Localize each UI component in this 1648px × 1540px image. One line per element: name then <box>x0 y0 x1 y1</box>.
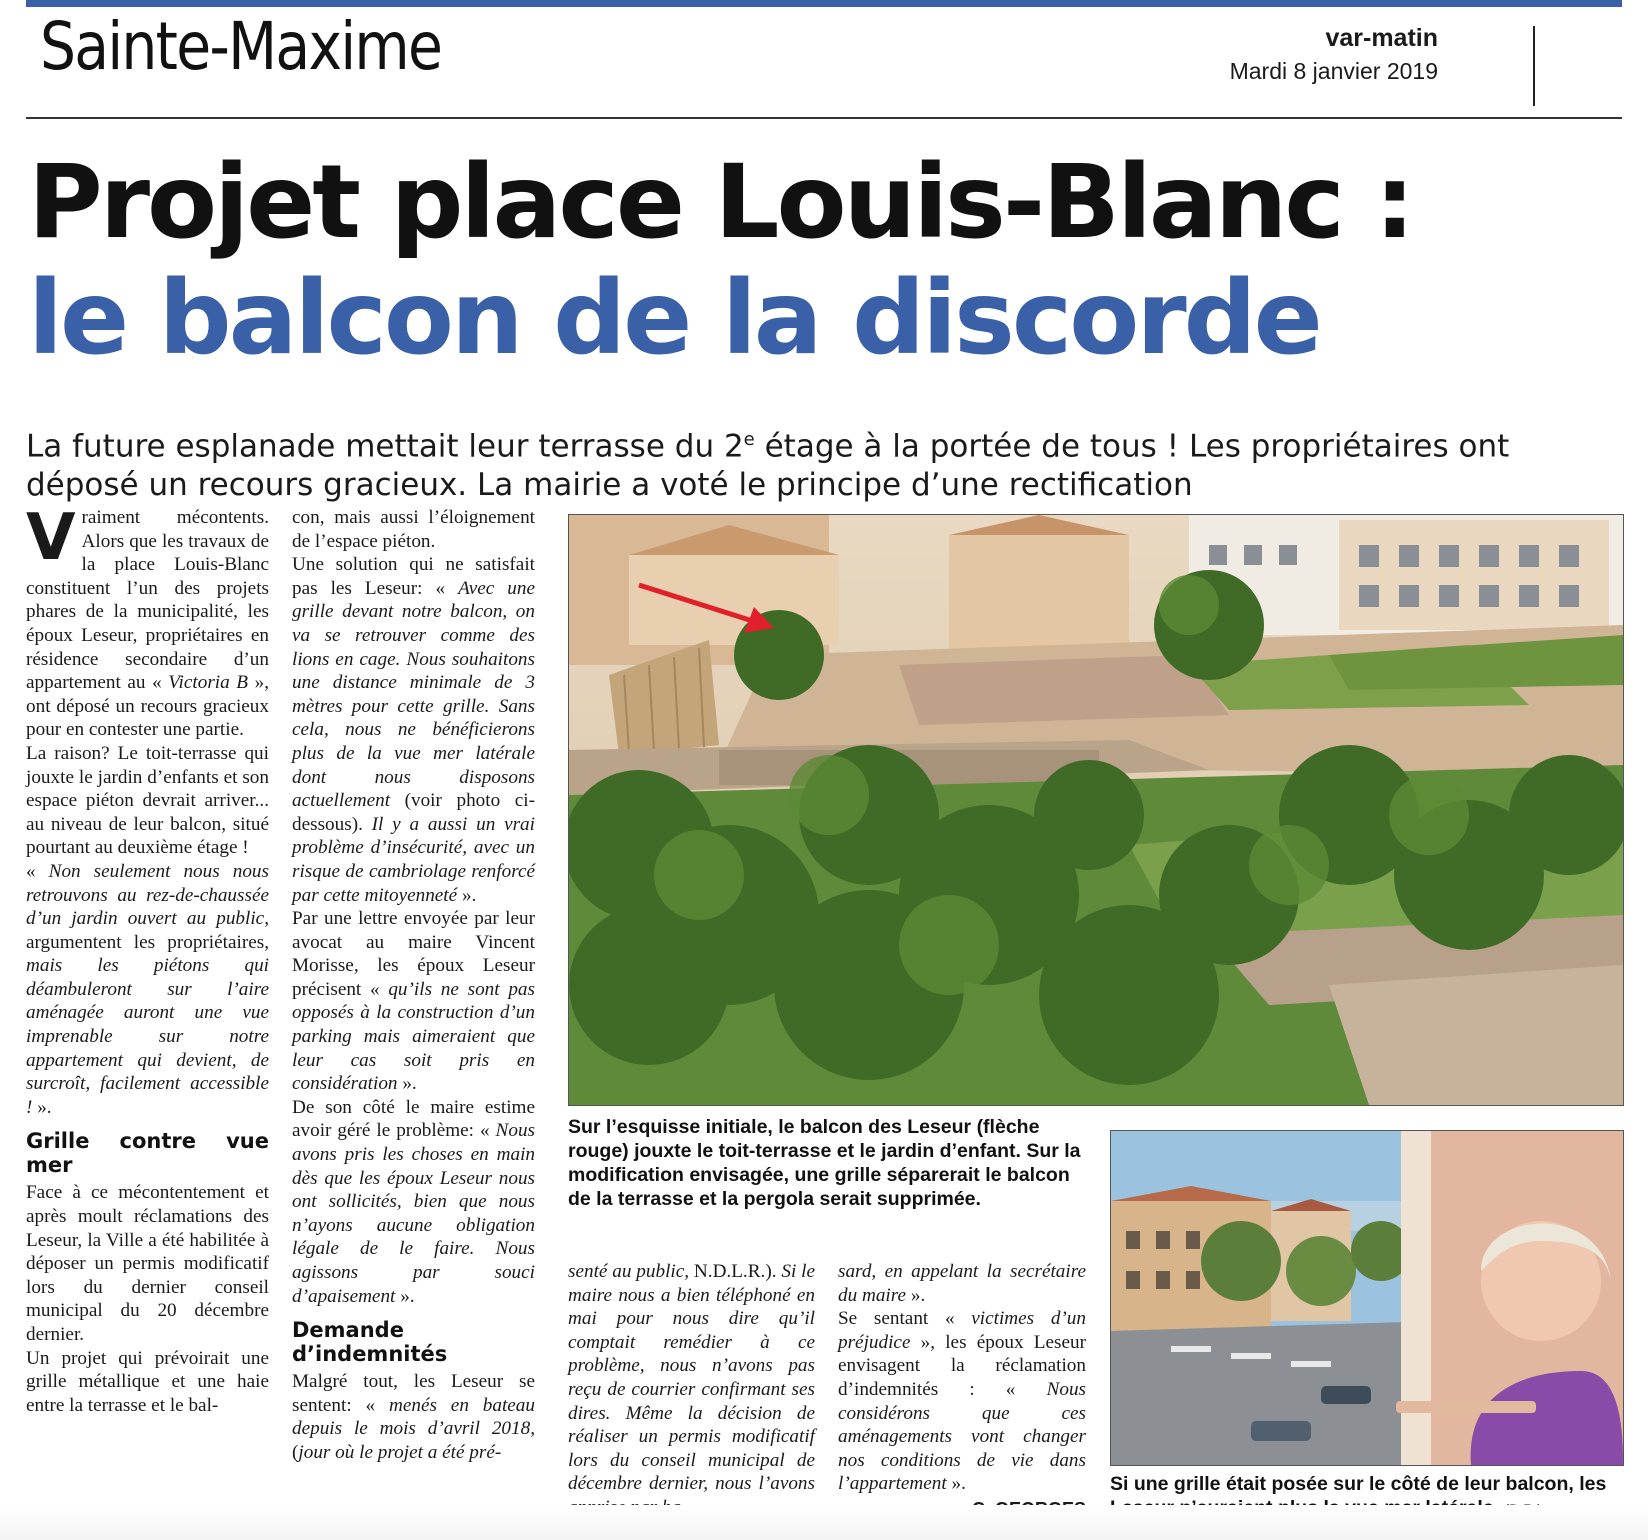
article-column-3 <box>568 1260 815 1520</box>
article-paragraph: con, mais aussi l’éloignement de l’espace piéton. <box>292 507 535 552</box>
article-column-1 <box>26 501 269 1417</box>
deck-subtitle: La future esplanade mettait leur terrasse du 2e étage à la portée de tous ! Les propriétaires ont déposé un recours gracieux. La mairie a voté le principe d’une rectification <box>26 428 1510 504</box>
article-paragraph: Malgré tout, les Leseur se sentent: « menés en bateau depuis le mois d’avril 2018, (jour où le projet a été pré- <box>292 1371 535 1463</box>
article-column-2 <box>292 506 535 1465</box>
article-paragraph: « Non seulement nous nous retrouvons au rez-de-chaussée d’un jardin ouvert au public, argumentent les propriétaires, mais les piétons qui déambuleront sur l’aire aménagée auront une vue imprenable sur notre appartement qui devient, de surcroît, facilement accessible ! ». <box>26 860 269 1118</box>
article-paragraph: sard, en appelant la secrétaire du maire ». <box>838 1261 1086 1306</box>
project-rendering-illustration <box>569 515 1623 1105</box>
headline-line-1: Projet place Louis-Blanc : <box>28 143 1413 262</box>
photo-caption: Si une grille était posée sur le côté de leur balcon, les <box>1110 1472 1630 1521</box>
article-paragraph: De son côté le maire estime avoir géré le problème: « Nous avons pris les choses en main dès que les époux Leseur nous ont sollicités, bien que nous n’ayons aucune obligation légale de le faire. Nous agissons par souci d’apaisement ». <box>292 1096 535 1307</box>
drop-cap: V <box>26 501 76 575</box>
header-rule <box>26 117 1622 119</box>
page-bottom-edge <box>0 1505 1648 1540</box>
article-paragraph: Un projet qui prévoirait une grille métallique et une haie entre la terrasse et le bal- <box>26 1347 269 1416</box>
top-accent-bar <box>26 0 1622 7</box>
article-paragraph: La raison? Le toit-terrasse qui jouxte le jardin d’enfants et son espace piéton devrait arriver... au niveau de leur balcon, situé pourtant au deuxième étage ! <box>26 742 269 859</box>
publication-date: Mardi 8 janvier 2019 <box>1229 58 1438 84</box>
subheading: Demande d’indemnités <box>292 1318 448 1367</box>
balcony-photo-image <box>1110 1130 1624 1466</box>
article-paragraph: senté au public, N.D.L.R.). Si le maire nous a bien téléphoné en mai pour nous dire qu’il comptait remédier à ce problème, nous n’avons pas reçu de courrier confirmant ses dires. Même la décision de réaliser un permis modificatif lors du conseil municipal de décembre dernier, nous l’avons <box>568 1261 815 1495</box>
photo-caption: Sur l’esquisse initiale, le balcon des Leseur (flèche rouge) jouxte le toit-terrasse et le jardin d’enfant. Sur la modification envisagée, une grille séparerait le balcon de la terrasse et la pergola serait supprimée. <box>568 1116 1081 1210</box>
header-divider <box>1533 26 1535 106</box>
project-rendering-image <box>568 514 1624 1106</box>
article-paragraph: Face à ce mécontentement et après moult réclamations des Leseur, la Ville a été habilitée à déposer un permis modificatif lors du dernier conseil municipal du 20 décembre dernier. <box>26 1182 269 1345</box>
article-column-4 <box>838 1260 1086 1522</box>
article-paragraph: Par une lettre envoyée par leur avocat au maire Vincent Morisse, les époux Leseur précisent « qu’ils ne sont pas opposés à la construction d’un parking mais aimeraient que leur cas soit pris en considération ». <box>292 908 535 1095</box>
balcony-photo-illustration <box>1111 1131 1623 1465</box>
section-title: Sainte-Maxime <box>40 8 442 85</box>
article-paragraph: Vraiment mécontents. Alors que les travaux de la place Louis-Blanc constituent l’un des projets phares de la municipalité, les époux Leseur, propriétaires en résidence secondaire d’un appartement au « Victoria B », ont déposé un recours gracieux pour en contester une partie. <box>26 501 269 741</box>
newspaper-brand: var-matin <box>1325 24 1438 52</box>
article-paragraph: Une solution qui ne satisfait pas les Leseur: « Avec une grille devant notre balcon, on va se retrouver comme des lions en cage. Nous souhaitons une distance minimale de 3 mètres pour cette grille. Sans cela, nous ne bénéficierons plus de la vue mer latérale dont nous disposons actuellement (voir photo ci-dessous). Il y a aussi un vrai problème d’insécurité, avec un risque de cambriolage renforcé par cette mitoyenneté ». <box>292 554 535 906</box>
subheading: Grille contre vue mer <box>26 1129 269 1178</box>
article-paragraph: Se sentant « victimes d’un préjudice », les époux Leseur envisagent la réclamation d’indemnités : « Nous considérons que ces aménagements vont changer nos conditions de vie dans l’appartement ». <box>838 1308 1086 1495</box>
headline-line-2: le balcon de la discorde <box>28 259 1320 378</box>
